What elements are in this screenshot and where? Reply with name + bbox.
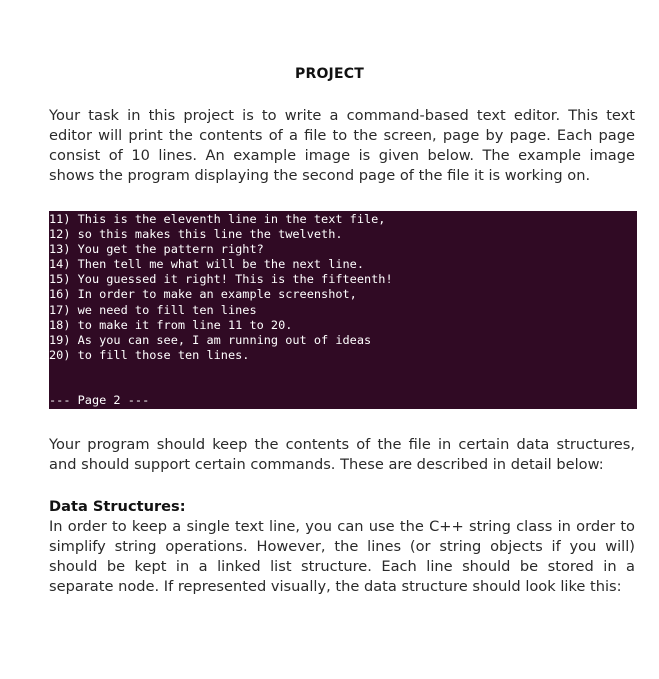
terminal-screenshot [49, 211, 637, 409]
data-structures-paragraph: In order to keep a single text line, you can use the C++ string class in order to simplify string operations. However, the lines (or string objects if you will) should be kept in a linked list structure. Each line should be stored in a separate node. If represented visually, the data structure should look like this: [49, 518, 635, 595]
terminal-line: 19) As you can see, I am running out of ideas [49, 332, 372, 347]
terminal-line: 15) You guessed it right! This is the fifteenth! [49, 272, 393, 287]
terminal-page-indicator: --- Page 2 --- [49, 393, 150, 407]
data-structures-heading: Data Structures: [49, 498, 186, 515]
terminal-line: 20) to fill those ten lines. [49, 347, 250, 362]
terminal-line: 14) Then tell me what will be the next line. [49, 257, 364, 272]
terminal-line: 17) we need to fill ten lines [49, 302, 257, 317]
terminal-line: 12) so this makes this line the twelveth. [49, 227, 343, 242]
terminal-line: 11) This is the eleventh line in the text file, [49, 212, 386, 226]
document-title: PROJECT [295, 66, 364, 82]
terminal-line: 16) In order to make an example screenshot, [49, 287, 357, 302]
terminal-line: 18) to make it from line 11 to 20. [49, 317, 293, 332]
terminal-line: 13) You get the pattern right? [49, 242, 264, 257]
intro-paragraph: Your task in this project is to write a command-based text editor. This text editor will print the contents of a file to the screen, page by page. Each page consist of 10 lines. An example image is given below. The example image shows the program displaying the second page of the file it is working on. [49, 107, 635, 184]
program-paragraph: Your program should keep the contents of the file in certain data structures, and should support certain commands. These are described in detail below: [49, 436, 635, 473]
